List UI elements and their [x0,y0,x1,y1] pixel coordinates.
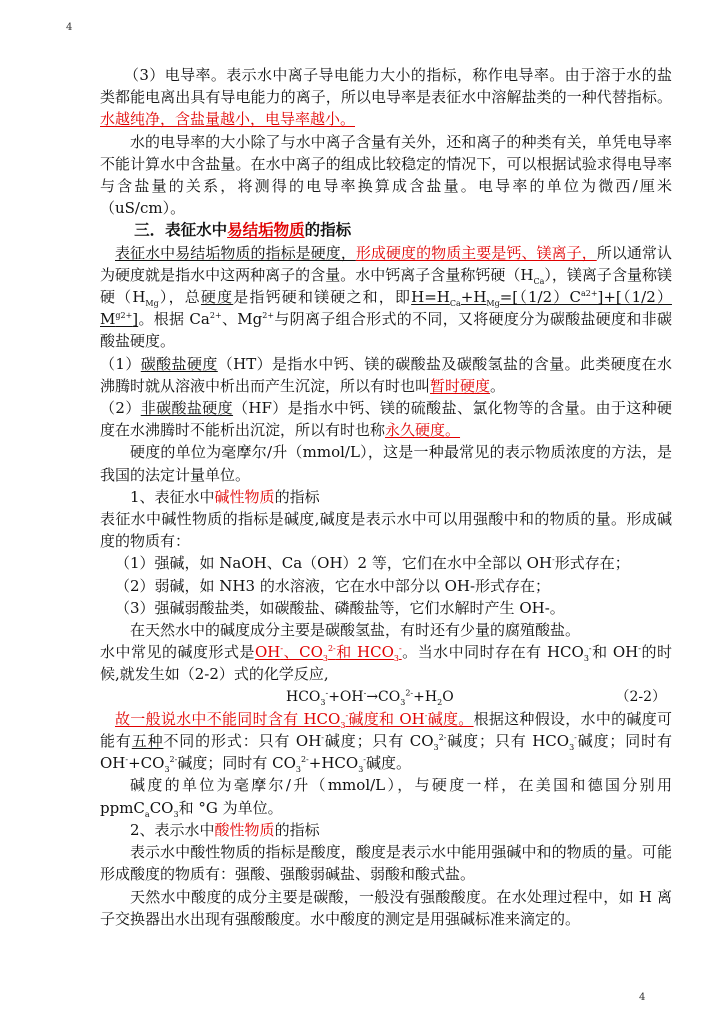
red-note: 水越纯净，含盐量越小，电导率越小。 [100,110,356,129]
hardness-unit-paragraph: 硬度的单位为毫摩尔/升（mmol/L），这是一种最常见的表示物质浓度的方法，是我国的法定计量单位。 [100,443,672,484]
section-heading-3: 三．表征水中易结垢物质的指标 [134,220,352,240]
document-body [100,64,672,930]
alkalinity-list-item-1: （1）强碱，如 NaOH、Ca（OH）2 等，它们在水中全部以 OH-形式存在； [115,554,630,573]
alkalinity-definition: 表征水中碱性物质的指标是碱度,碱度是表示水中可以用强酸中和的物质的量。形成碱度的物质有： [100,510,672,551]
page-number-bottom: 4 [639,992,646,1003]
noncarbonate-hardness-paragraph: （2）非碳酸盐硬度（HF）是指水中钙、镁的硫酸盐、氯化物等的含量。由于这种硬度在水沸腾时不能析出沉淀，所以有时也称永久硬度。 [100,399,672,440]
hardness-formula: $H=H_{Ca}+H_{Mg}=[(1/2)C^{a2+}]+[(1/2)M^{g2+}]$ [100,288,672,329]
equation-number: （2-2） [615,688,666,705]
red-note: 形成硬度的物质主要是钙、镁离子， [355,243,597,262]
alkalinity-cases-paragraph: 故一般说水中不能同时含有 $HCO_3^-$碱度和 OH-碱度。根据这种假设，水中的碱度可能有五种不同的形式：只有 OH-碱度；只有 $CO_3^{2-}$碱度；只有 $HCO_3^-$碱度；同时有 $OH^-+CO_3^{2-}$碱度；同时有 $CO_3^{2-}+HCO_3^-$碱度。 [100,709,672,775]
alkalinity-forms-paragraph: 水中常见的碱度形式是OH-、$CO_3^{2-}$和 $HCO_3^-$。当水中同时存在有 $HCO_3^-$和 OH-的时候,就发生如（2-2）式的化学反应, [100,643,672,684]
equation-2-2 [100,686,672,708]
alkalinity-unit-paragraph: 碱度的单位为毫摩尔/升（mmol/L），与硬度一样，在美国和德国分别用 $ppmC_aCO_3$和 °G 为单位。 [100,776,672,819]
page-number-top: 4 [66,22,73,33]
conductivity-detail-paragraph: 水的电导率的大小除了与水中离子含量有关外，还和离子的种类有关，单凭电导率不能计算水中含盐量。在水中离子的组成比较稳定的情况下，可以根据试验求得电导率与含盐量的关系，将测得的电导率换算成含盐量。电导率的单位为微西/厘米（uS/cm）。 [100,132,672,218]
acidity-detail-paragraph: 天然水中酸度的成分主要是碳酸，一般没有强酸酸度。在水处理过程中，如 H 离子交换器出水出现有强酸酸度。水中酸度的测定是用强碱标准来滴定的。 [100,887,672,928]
alkalinity-list-item-3: （3）强碱弱酸盐类，如碳酸盐、磷酸盐等，它们水解时产生 OH-。 [115,598,565,617]
acidity-definition: 表示水中酸性物质的指标是酸度，酸度是表示水中能用强碱中和的物质的量。可能形成酸度的物质有：强酸、强酸弱碱盐、弱酸和酸式盐。 [100,843,672,884]
conductivity-paragraph: （3）电导率。表示水中离子导电能力大小的指标，称作电导率。由于溶于水的盐类都能电离出具有导电能力的离子，所以电导率是表征水中溶解盐类的一种代替指标。水越纯净，含盐量越小，电导率越小。 [100,66,672,129]
alkalinity-list-item-2: （2）弱碱，如 NH3 的水溶液，它在水中部分以 OH-形式存在； [115,576,551,595]
equation-formula: $HCO_3^-+OH^-\to CO_3^{2-}+H_2O$ [286,688,454,707]
alkalinity-heading: 1、表征水中碱性物质的指标 [130,487,320,506]
natural-water-alkalinity: 在天然水中的碱度成分主要是碳酸氢盐，有时还有少量的腐殖酸盐。 [130,621,581,640]
red-note: 故一般说水中不能同时含有 $HCO_3^-$碱度和 OH-碱度。 [115,709,474,730]
carbonate-hardness-paragraph: （1）碳酸盐硬度（HT）是指水中钙、镁的碳酸盐及碳酸氢盐的含量。此类硬度在水沸腾时就从溶液中析出而产生沉淀，所以有时也叫暂时硬度。 [100,354,672,395]
hardness-paragraph: 表征水中易结垢物质的指标是硬度，形成硬度的物质主要是钙、镁离子，所以通常认为硬度就是指水中这两种离子的含量。水中钙离子含量称钙硬$(H_{Ca})$，镁离子含量称镁硬$(H_{Mg})$，总硬度是指钙硬和镁硬之和，即$H=H_{Ca}+H_{Mg}=[(1/2)C^{a2+}]+[(1/2)M^{g2+}]$。根据 $Ca^{2+}$、$Mg^{2+}$与阴离子组合形式的不同，又将硬度分为碳酸盐硬度和非碳酸盐硬度。 [100,243,672,351]
acidity-heading: 2、表示水中酸性物质的指标 [130,820,320,839]
